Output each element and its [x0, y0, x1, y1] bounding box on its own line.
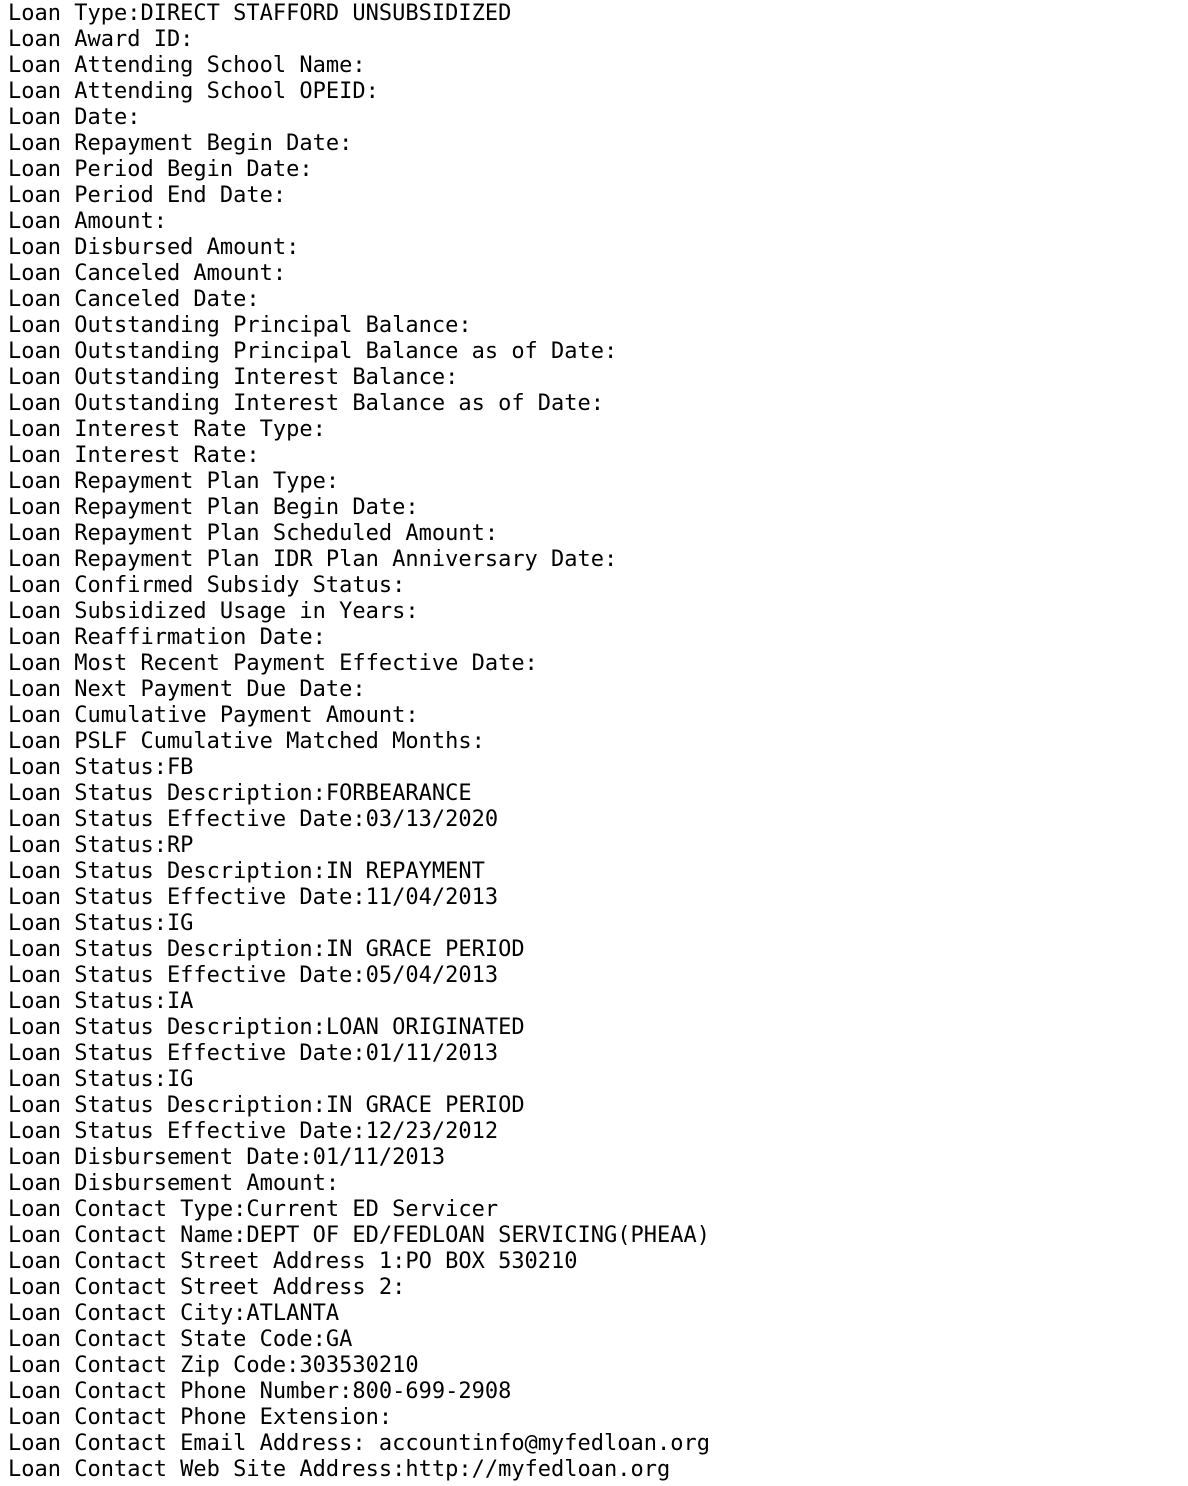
loan-repayment-plan-idr-anniversary-date-line: Loan Repayment Plan IDR Plan Anniversary Date: [8, 547, 618, 572]
loan-attending-school-opeid-line: Loan Attending School OPEID: [8, 79, 379, 104]
loan-status-effective-date-line: Loan Status Effective Date:03/13/2020 [8, 807, 499, 832]
loan-repayment-plan-type-line: Loan Repayment Plan Type: [8, 469, 340, 494]
loan-outstanding-principal-balance-date-line: Loan Outstanding Principal Balance as of Date: [8, 339, 618, 364]
loan-reaffirmation-date-line: Loan Reaffirmation Date: [8, 625, 326, 650]
loan-status-description-line: Loan Status Description:FORBEARANCE [8, 781, 472, 806]
loan-cumulative-payment-amount-line: Loan Cumulative Payment Amount: [8, 703, 419, 728]
loan-outstanding-interest-balance-date-line: Loan Outstanding Interest Balance as of Date: [8, 391, 605, 416]
loan-period-begin-date-line: Loan Period Begin Date: [8, 157, 313, 182]
loan-status-line: Loan Status:RP [8, 833, 194, 858]
loan-contact-web-site-address-line: Loan Contact Web Site Address:http://myfedloan.org [8, 1457, 671, 1482]
loan-canceled-date-line: Loan Canceled Date: [8, 287, 260, 312]
loan-type-line: Loan Type:DIRECT STAFFORD UNSUBSIDIZED [8, 1, 512, 26]
loan-status-effective-date-line: Loan Status Effective Date:12/23/2012 [8, 1119, 499, 1144]
loan-pslf-cumulative-months-line: Loan PSLF Cumulative Matched Months: [8, 729, 485, 754]
loan-status-line: Loan Status:IG [8, 911, 194, 936]
loan-period-end-date-line: Loan Period End Date: [8, 183, 287, 208]
loan-contact-type-line: Loan Contact Type:Current ED Servicer [8, 1197, 499, 1222]
loan-contact-street-address-1-line: Loan Contact Street Address 1:PO BOX 530210 [8, 1249, 578, 1274]
loan-status-line: Loan Status:IA [8, 989, 194, 1014]
loan-disbursement-amount-line: Loan Disbursement Amount: [8, 1171, 340, 1196]
loan-disbursement-date-line: Loan Disbursement Date:01/11/2013 [8, 1145, 446, 1170]
loan-subsidized-usage-line: Loan Subsidized Usage in Years: [8, 599, 419, 624]
loan-status-line: Loan Status:FB [8, 755, 194, 780]
loan-repayment-plan-scheduled-amount-line: Loan Repayment Plan Scheduled Amount: [8, 521, 499, 546]
loan-contact-zip-code-line: Loan Contact Zip Code:303530210 [8, 1353, 419, 1378]
loan-award-id-line: Loan Award ID: [8, 27, 194, 52]
loan-repayment-begin-date-line: Loan Repayment Begin Date: [8, 131, 353, 156]
loan-contact-email-address-line: Loan Contact Email Address: accountinfo@myfedloan.org [8, 1431, 710, 1456]
loan-date-line: Loan Date: [8, 105, 141, 130]
loan-canceled-amount-line: Loan Canceled Amount: [8, 261, 287, 286]
loan-next-payment-due-date-line: Loan Next Payment Due Date: [8, 677, 366, 702]
loan-status-description-line: Loan Status Description:IN GRACE PERIOD [8, 937, 525, 962]
loan-contact-name-line: Loan Contact Name:DEPT OF ED/FEDLOAN SERVICING(PHEAA) [8, 1223, 710, 1248]
loan-interest-rate-type-line: Loan Interest Rate Type: [8, 417, 326, 442]
loan-record-text [8, 1, 1178, 1483]
loan-attending-school-name-line: Loan Attending School Name: [8, 53, 366, 78]
loan-status-effective-date-line: Loan Status Effective Date:01/11/2013 [8, 1041, 499, 1066]
loan-contact-phone-number-line: Loan Contact Phone Number:800-699-2908 [8, 1379, 512, 1404]
loan-outstanding-interest-balance-line: Loan Outstanding Interest Balance: [8, 365, 459, 390]
loan-status-effective-date-line: Loan Status Effective Date:05/04/2013 [8, 963, 499, 988]
loan-most-recent-payment-date-line: Loan Most Recent Payment Effective Date: [8, 651, 538, 676]
loan-status-description-line: Loan Status Description:IN REPAYMENT [8, 859, 485, 884]
loan-status-description-line: Loan Status Description:IN GRACE PERIOD [8, 1093, 525, 1118]
loan-status-line: Loan Status:IG [8, 1067, 194, 1092]
loan-contact-street-address-2-line: Loan Contact Street Address 2: [8, 1275, 406, 1300]
loan-contact-city-line: Loan Contact City:ATLANTA [8, 1301, 340, 1326]
loan-repayment-plan-begin-date-line: Loan Repayment Plan Begin Date: [8, 495, 419, 520]
loan-interest-rate-line: Loan Interest Rate: [8, 443, 260, 468]
loan-contact-state-code-line: Loan Contact State Code:GA [8, 1327, 353, 1352]
loan-status-effective-date-line: Loan Status Effective Date:11/04/2013 [8, 885, 499, 910]
loan-contact-phone-extension-line: Loan Contact Phone Extension: [8, 1405, 393, 1430]
loan-outstanding-principal-balance-line: Loan Outstanding Principal Balance: [8, 313, 472, 338]
loan-amount-line: Loan Amount: [8, 209, 167, 234]
loan-disbursed-amount-line: Loan Disbursed Amount: [8, 235, 300, 260]
loan-status-description-line: Loan Status Description:LOAN ORIGINATED [8, 1015, 525, 1040]
loan-confirmed-subsidy-status-line: Loan Confirmed Subsidy Status: [8, 573, 406, 598]
